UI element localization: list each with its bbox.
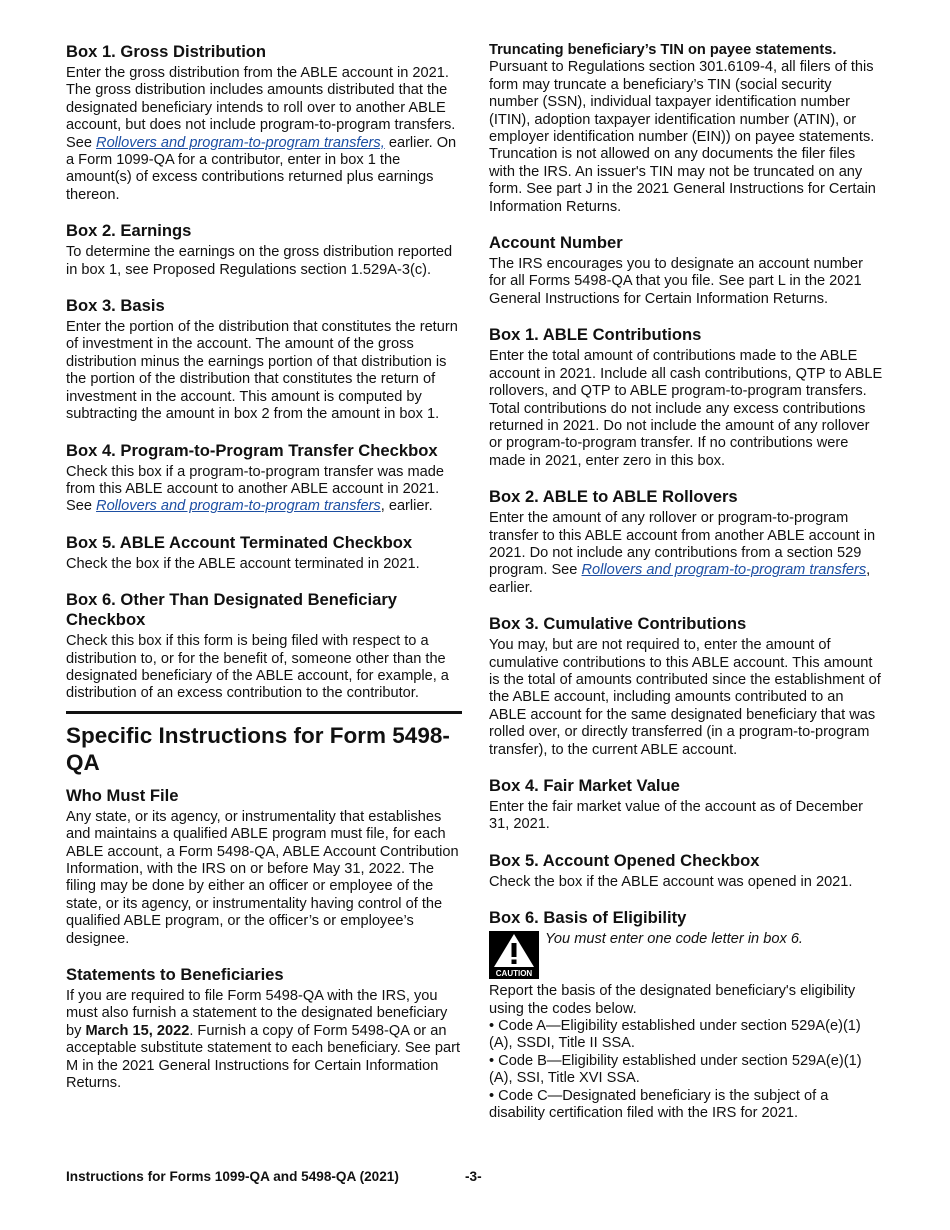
section-text: Truncating beneficiary’s TIN on payee statements. Pursuant to Regulations section 301.6109-4, all filers of this form may truncate a beneficiary’s TIN (social security number (SSN), individual taxpayer identification number (ITIN), adoption taxpayer identification number (ATIN), or employer identification number (EIN)) on payee statements. Truncation is not allowed on any documents the filer files with the IRS. An issuer's TIN may not be truncated on any form. See part J in the 2021 General Instructions for Certain Information Returns. bbox=[489, 42, 884, 216]
section-text: Any state, or its agency, or instrumentality that establishes and maintains a qualified ABLE program must file, for each ABLE account, a Form 5498-QA, ABLE Account Contribution Information, with the IRS on or before May 31, 2022. The filing may be done by either an officer or employee of the state, or its agency, or instrumentality having control of the qualified ABLE program, or the officer’s or employee’s designee. bbox=[66, 808, 459, 947]
list-item: • Code A—Eligibility established under section 529A(e)(1)(A), SSDI, Title II SSA. bbox=[489, 1018, 861, 1052]
section-text: You may, but are not required to, enter the amount of cumulative contributions to this ABLE account. This amount is the total of amounts contributed since the establishment of the ABLE account, including amounts contributed to an ABLE account for the same designated beneficiary that was rolled over, or directly transferred (in a program-to-program transfer), to the current ABLE account. bbox=[489, 637, 881, 758]
caution-icon bbox=[489, 931, 539, 979]
section-text: Report the basis of the designated beneficiary's eligibility using the codes below. bbox=[489, 983, 856, 1017]
section-heading: Box 6. Basis of Eligibility bbox=[489, 908, 687, 928]
box5-opened-section bbox=[489, 851, 884, 891]
box4-transfer-checkbox-section bbox=[66, 441, 462, 516]
box5-terminated-checkbox-section bbox=[66, 533, 462, 573]
box1-gross-distribution-section bbox=[66, 42, 462, 204]
section-heading: Box 5. ABLE Account Terminated Checkbox bbox=[66, 532, 413, 552]
section-heading: Box 3. Basis bbox=[66, 296, 165, 316]
rollovers-link[interactable]: Rollovers and program-to-program transfers, bbox=[96, 134, 385, 151]
section-text: Enter the total amount of contributions made to the ABLE account in 2021. Include all cash contributions, QTP to ABLE rollovers, and QTP to ABLE program-to-program transfers. Total contributions do not include any excess contributions returned in 2021. Do not include the amount of any rollover or program-to-program transfer. If no contributions were made in 2021, enter zero in this box. bbox=[489, 348, 883, 469]
section-heading: Account Number bbox=[489, 233, 623, 253]
box6-other-beneficiary-section bbox=[66, 590, 462, 703]
section-heading: Box 4. Program-to-Program Transfer Checkbox bbox=[66, 440, 438, 460]
section-text: To determine the earnings on the gross distribution reported in box 1, see Proposed Regulations section 1.529A-3(c). bbox=[66, 244, 453, 278]
section-heading: Box 1. ABLE Contributions bbox=[489, 325, 702, 345]
section-heading: Box 2. Earnings bbox=[66, 221, 192, 241]
truncating-tin-section bbox=[489, 42, 884, 216]
caution-label: CAUTION bbox=[495, 969, 533, 979]
section-text: Check this box if a program-to-program transfer was made from this ABLE account to another ABLE account in 2021. See Rollovers and program-to-program transfers, earlier. bbox=[66, 463, 444, 515]
list-item: • Code B—Eligibility established under section 529A(e)(1)(A), SSI, Title XVI SSA. bbox=[489, 1052, 862, 1087]
statements-section bbox=[66, 965, 462, 1092]
section-text: The IRS encourages you to designate an account number for all Forms 5498-QA that you file. See part L in the 2021 General Instructions for Certain Information Returns. bbox=[489, 256, 864, 307]
left-column bbox=[66, 42, 462, 1109]
who-must-file-section bbox=[66, 786, 462, 948]
eligibility-code-list bbox=[489, 1018, 884, 1122]
section-text: Check the box if the ABLE account terminated in 2021. bbox=[66, 555, 420, 572]
section-text: Check this box if this form is being filed with respect to a distribution to, or for the benefit of, someone other than the designated beneficiary of the ABLE account, for example, a distribution of an excess contribution to the contributor. bbox=[66, 633, 449, 702]
section-divider bbox=[66, 711, 462, 714]
specific-instructions-heading: Specific Instructions for Form 5498-QA bbox=[66, 722, 450, 775]
section-text: Check the box if the ABLE account was opened in 2021. bbox=[489, 873, 853, 890]
list-item: • Code C—Designated beneficiary is the subject of a disability certification filed with the IRS for 2021. bbox=[489, 1087, 829, 1122]
section-heading: Box 1. Gross Distribution bbox=[66, 42, 267, 61]
section-heading: Box 5. Account Opened Checkbox bbox=[489, 850, 760, 870]
box2-able-rollovers-section bbox=[489, 487, 884, 597]
rollovers-link[interactable]: Rollovers and program-to-program transfers bbox=[96, 498, 381, 515]
section-text: Enter the portion of the distribution that constitutes the return of investment in the account. The amount of the gross distribution minus the earnings portion of that distribution is the portion of the distribution that constitutes the return of investment in the account. This amount is computed by subtracting the amount in box 2 from the amount in box 1. bbox=[66, 319, 458, 423]
section-text: If you are required to file Form 5498-QA with the IRS, you must also furnish a statement to the designated beneficiary by March 15, 2022. Furnish a copy of Form 5498-QA or an acceptable substitute statement to each beneficiary. See part M in the 2021 General Instructions for Certain Information Returns. bbox=[66, 988, 460, 1092]
caution-text: You must enter one code letter in box 6. bbox=[545, 931, 803, 948]
caution-note bbox=[489, 931, 884, 979]
section-heading: Box 6. Other Than Designated Beneficiary Checkbox bbox=[66, 590, 398, 630]
box3-cumulative-section bbox=[489, 614, 884, 759]
run-in-heading: Truncating beneficiary’s TIN on payee statements. bbox=[489, 42, 837, 58]
section-heading: Statements to Beneficiaries bbox=[66, 965, 284, 984]
section-text: Enter the fair market value of the account as of December 31, 2021. bbox=[489, 799, 863, 833]
section-heading: Box 4. Fair Market Value bbox=[489, 776, 680, 795]
account-number-section bbox=[489, 233, 884, 308]
box3-basis-section bbox=[66, 296, 462, 423]
rollovers-link[interactable]: Rollovers and program-to-program transfers bbox=[581, 562, 867, 579]
box2-earnings-section bbox=[66, 221, 462, 279]
section-text: Enter the gross distribution from the ABLE account in 2021. The gross distribution includes amounts distributed that the designated beneficiary intends to roll over to another ABLE account, but does not include program-to-program transfers. See Rollovers and program-to-program transfers, earlier. On a Form 1099-QA for a contributor, enter in box 1 the amount(s) of excess contributions returned plus earnings thereon. bbox=[66, 65, 457, 203]
box6-eligibility-section bbox=[489, 908, 884, 1122]
section-heading: Box 2. ABLE to ABLE Rollovers bbox=[489, 487, 738, 507]
page-number: -3- bbox=[465, 1169, 482, 1184]
right-column bbox=[489, 42, 884, 1122]
box4-fmv-section bbox=[489, 776, 884, 834]
section-text: Enter the amount of any rollover or program-to-program transfer to this ABLE account from another ABLE account in 2021. Do not include any contributions from a section 529 program. See Rollovers and program-to-program transfers, earlier. bbox=[489, 510, 876, 596]
box1-able-contributions-section bbox=[489, 325, 884, 470]
footer-title: Instructions for Forms 1099-QA and 5498-QA (2021) bbox=[66, 1169, 399, 1184]
deadline-date: March 15, 2022 bbox=[85, 1022, 190, 1039]
section-heading: Box 3. Cumulative Contributions bbox=[489, 614, 747, 634]
section-heading: Who Must File bbox=[66, 785, 179, 805]
